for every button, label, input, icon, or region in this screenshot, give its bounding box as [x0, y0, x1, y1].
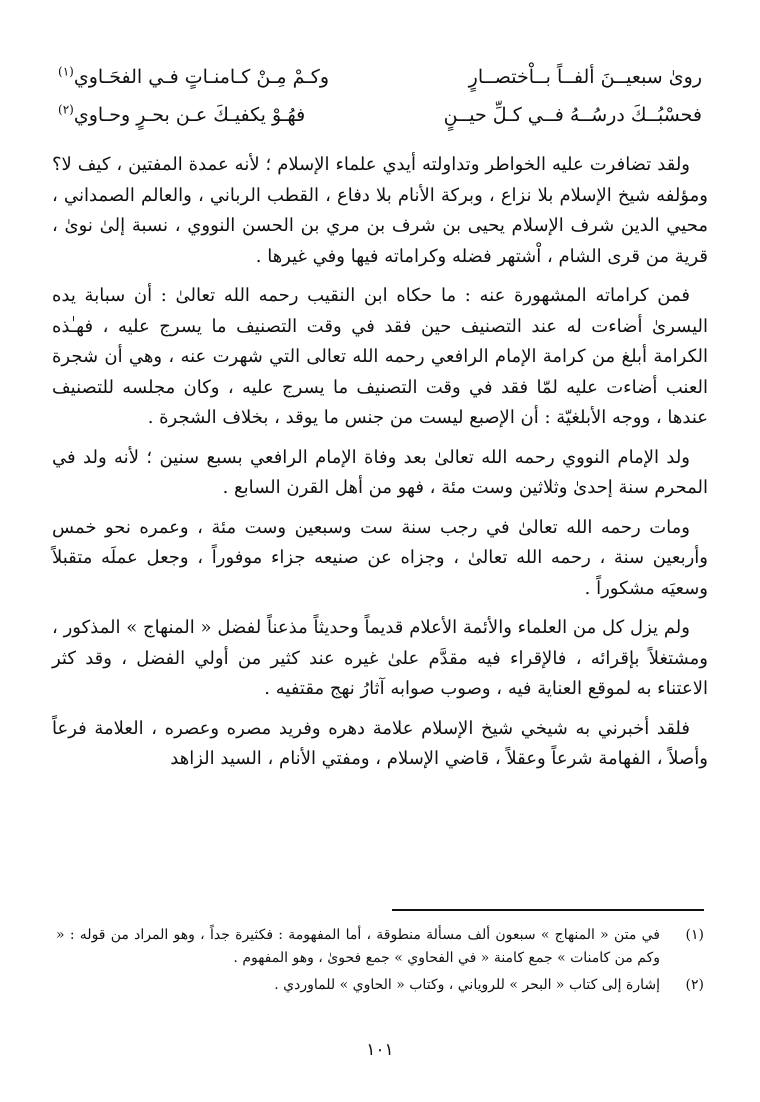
- footnote-number: (٢): [685, 977, 704, 993]
- verse-first-hemistich: رویٰ سبعيــنَ ألفــاً بــاْختصــارٍ: [468, 66, 702, 88]
- paragraph: ومات رحمه الله تعالىٰ في رجب سنة ست وسبعين وست مئة ، وعمره نحو خمس وأربعين سنة ، رحمه الله تعالىٰ ، وجزاه عن صنيعه جزاء موفوراً ، وجعل عملَه متقبلاً وسعيَه مشكوراً .: [52, 516, 708, 599]
- footnote-text: إشارة إلى كتاب « البحر » للروياني ، وكتاب « الحاوي » للماوردي .: [274, 977, 660, 993]
- paragraph: ولم يزل كل من العلماء والأئمة الأعلام قديماً وحديثاً مذعناً لفضل « المنهاج » المذكور ، ومشتغلاً بإقرائه ، فالإقراء فيه مقدَّم علىٰ غيره عند كثير من أولي الفضل ، وقد كثر الاعتناء به لموقع العناية فيه ، وصوب صوابه آثارُ نهج مقتفيه .: [52, 617, 708, 699]
- footnote-divider: [392, 909, 704, 911]
- verse-second-hemistich: [58, 96, 305, 134]
- page-number: ١٠١: [366, 1040, 394, 1060]
- paragraph: ولد الإمام النووي رحمه الله تعالىٰ بعد وفاة الإمام الرافعي بسبع سنين ؛ لأنه ولد في المحرم سنة إحدىٰ وثلاثين وست مئة ، فهو من أهل القرن السابع .: [52, 446, 708, 498]
- paragraph: فمن كراماته المشهورة عنه : ما حكاه ابن النقيب رحمه الله تعالىٰ : أن سبابة يده اليسرىٰ أضاءت له عند التصنيف حين فقد في وقت التصنيف ما يسرج عليه ، فهـٰذه الكرامة أبلغ من كرامة الإمام الرافعي رحمه الله تعالى التي شهرت عنه ، وهي أن شجرة العنب أضاءت عليه لمّا فقد في وقت التصنيف ما يسرج عليه ، وكان مجلسه للتصنيف عندها ، ووجه الأبلغيّة : أن الإصبع ليست من جنس ما يوقد ، بخلاف الشجرة .: [52, 285, 708, 428]
- paragraph: ولقد تضافرت عليه الخواطر وتداولته أيدي علماء الإسلام ؛ لأنه عمدة المفتين ، كيف لا؟ ومؤلفه شيخ الإسلام بلا نزاع ، وبركة الأنام بلا دفاع ، القطب الرباني ، والعالم الصمداني ، محيي الدين شرف الإسلام يحيى بن شرف بن مري بن الحسن النووي ، نسبة إلىٰ نوىٰ ، قرية من قرى الشام ، اْشتهر فضله وكراماته فيها وفي غيرها .: [52, 154, 708, 267]
- footnotes: [56, 924, 704, 1001]
- paragraph: فلقد أخبرني به شيخي شيخ الإسلام علامة دهره وفريد مصره وعصره ، العلامة فرعاً وأصلاً ، الفهامة شرعاً وعقلاً ، قاضي الإسلام ، ومفتي الأنام ، السيد الزاهد: [52, 717, 708, 769]
- footnote-text: في متن « المنهاج » سبعون ألف مسألة منطوقة ، أما المفهومة : فكثيرة جداً ، وهو المراد من قوله : « وكم من كامنات » جمع كامنة « في الفحاوي » جمع فحوىٰ ، وهو المفهوم .: [56, 927, 660, 966]
- verse-second-hemistich-text: فهُـوْ يكفيـكَ عـن بحـرٍ وحـاوي: [73, 104, 306, 126]
- footnote-reference[interactable]: (١): [58, 64, 74, 79]
- footnote: [56, 974, 704, 997]
- verse-line: [58, 96, 702, 134]
- verse-line: [58, 58, 702, 96]
- footnote-number: (١): [685, 927, 704, 943]
- poem-verses: [58, 58, 702, 134]
- footnote-reference[interactable]: (٢): [58, 102, 74, 117]
- footnote: [56, 924, 704, 970]
- verse-second-hemistich-text: وكـمْ مِـنْ كـامنـاتٍ فـي الفحَـاوي: [73, 66, 330, 88]
- verse-second-hemistich: [58, 58, 329, 96]
- main-text: [52, 150, 708, 784]
- verse-first-hemistich: فحسْبُــكَ درسُــهُ فــي كـلِّ حيــنٍ: [443, 104, 702, 126]
